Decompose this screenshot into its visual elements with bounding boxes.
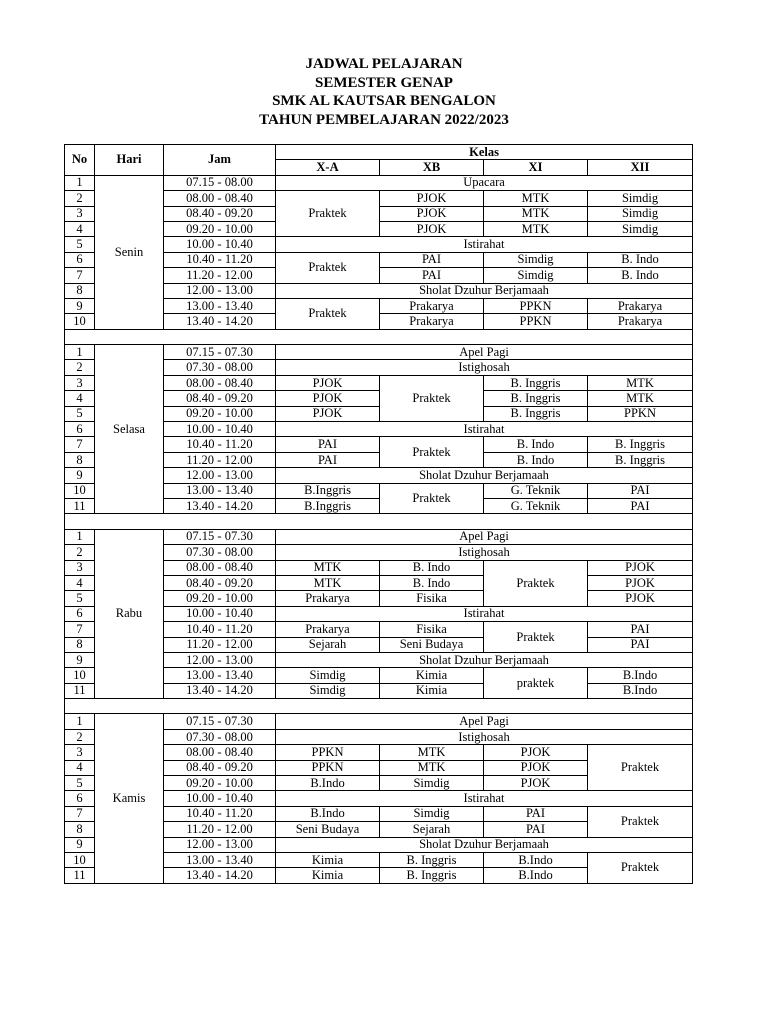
cell-no: 2 (65, 729, 95, 744)
cell-activity: Istirahat (276, 606, 693, 621)
cell-subject: B.Indo (276, 776, 380, 791)
cell-time: 07.30 - 08.00 (164, 729, 276, 744)
cell-subject: Praktek (484, 560, 588, 606)
cell-subject: Simdig (588, 221, 693, 236)
cell-time: 13.40 - 14.20 (164, 868, 276, 883)
cell-no: 6 (65, 252, 95, 267)
cell-subject: MTK (380, 760, 484, 775)
header-kelas: Kelas (276, 145, 693, 160)
cell-subject: PJOK (484, 745, 588, 760)
cell-no: 9 (65, 837, 95, 852)
cell-time: 08.00 - 08.40 (164, 375, 276, 390)
cell-subject: Sejarah (276, 637, 380, 652)
cell-subject: PJOK (380, 221, 484, 236)
header-class-xa: X-A (276, 160, 380, 175)
cell-subject: PAI (380, 268, 484, 283)
cell-time: 12.00 - 13.00 (164, 837, 276, 852)
cell-subject: MTK (588, 391, 693, 406)
cell-subject: Prakarya (588, 314, 693, 329)
cell-subject: Simdig (484, 252, 588, 267)
cell-subject: PAI (276, 437, 380, 452)
header-no: No (65, 145, 95, 176)
cell-subject: PPKN (276, 745, 380, 760)
cell-time: 11.20 - 12.00 (164, 822, 276, 837)
cell-no: 8 (65, 452, 95, 467)
cell-subject: PAI (484, 806, 588, 821)
cell-no: 6 (65, 422, 95, 437)
cell-no: 9 (65, 652, 95, 667)
cell-no: 1 (65, 345, 95, 360)
cell-subject: B.Indo (276, 806, 380, 821)
table-row (65, 529, 693, 544)
cell-time: 07.15 - 07.30 (164, 529, 276, 544)
cell-subject: PAI (276, 452, 380, 467)
cell-subject: Prakarya (380, 298, 484, 313)
cell-time: 12.00 - 13.00 (164, 283, 276, 298)
cell-subject: B.Indo (588, 683, 693, 698)
cell-time: 13.40 - 14.20 (164, 683, 276, 698)
header-class-xii: XII (588, 160, 693, 175)
cell-subject: B. Indo (484, 452, 588, 467)
cell-time: 10.40 - 11.20 (164, 437, 276, 452)
cell-no: 7 (65, 437, 95, 452)
cell-subject: Simdig (276, 668, 380, 683)
cell-subject: Kimia (380, 683, 484, 698)
cell-time: 07.15 - 07.30 (164, 714, 276, 729)
cell-subject: PPKN (276, 760, 380, 775)
cell-time: 10.40 - 11.20 (164, 806, 276, 821)
cell-subject: Praktek (276, 298, 380, 329)
cell-subject: Simdig (380, 776, 484, 791)
cell-no: 3 (65, 560, 95, 575)
cell-time: 12.00 - 13.00 (164, 468, 276, 483)
cell-no: 7 (65, 268, 95, 283)
cell-activity: Sholat Dzuhur Berjamaah (276, 468, 693, 483)
cell-subject: B. Indo (484, 437, 588, 452)
cell-subject: Prakarya (276, 591, 380, 606)
cell-subject: B.Inggris (276, 483, 380, 498)
cell-subject: PAI (588, 637, 693, 652)
cell-subject: Kimia (276, 868, 380, 883)
cell-subject: PPKN (484, 298, 588, 313)
cell-subject: Praktek (484, 622, 588, 653)
cell-subject: MTK (276, 560, 380, 575)
cell-subject: B.Indo (484, 868, 588, 883)
cell-subject: B. Inggris (484, 391, 588, 406)
cell-no: 7 (65, 622, 95, 637)
title-line-3: SMK AL KAUTSAR BENGALON (272, 93, 496, 109)
title-line-2: SEMESTER GENAP (315, 74, 453, 91)
cell-no: 5 (65, 776, 95, 791)
cell-day-name: Rabu (95, 529, 164, 698)
cell-subject: B. Indo (588, 252, 693, 267)
cell-no: 1 (65, 529, 95, 544)
document-title (0, 55, 768, 129)
cell-subject: Praktek (380, 483, 484, 514)
cell-time: 13.40 - 14.20 (164, 498, 276, 513)
separator-cell (65, 329, 693, 344)
cell-no: 9 (65, 298, 95, 313)
cell-activity: Istighosah (276, 729, 693, 744)
cell-no: 11 (65, 683, 95, 698)
cell-subject: MTK (484, 191, 588, 206)
cell-activity: Istighosah (276, 545, 693, 560)
cell-no: 9 (65, 468, 95, 483)
cell-subject: B. Inggris (484, 375, 588, 390)
cell-activity: Istirahat (276, 422, 693, 437)
cell-subject: B. Indo (588, 268, 693, 283)
cell-subject: PPKN (588, 406, 693, 421)
cell-no: 6 (65, 606, 95, 621)
schedule-body (65, 175, 693, 883)
cell-subject: PAI (588, 622, 693, 637)
day-separator (65, 699, 693, 714)
cell-no: 10 (65, 483, 95, 498)
cell-time: 13.00 - 13.40 (164, 852, 276, 867)
cell-time: 07.15 - 07.30 (164, 345, 276, 360)
cell-no: 3 (65, 745, 95, 760)
cell-activity: Istighosah (276, 360, 693, 375)
cell-subject: G. Teknik (484, 498, 588, 513)
title-line-4: TAHUN PEMBELAJARAN 2022/2023 (259, 111, 509, 128)
cell-subject: Seni Budaya (380, 637, 484, 652)
cell-subject: MTK (484, 221, 588, 236)
cell-subject: B. Inggris (380, 852, 484, 867)
cell-time: 07.15 - 08.00 (164, 175, 276, 190)
cell-subject: Kimia (380, 668, 484, 683)
cell-time: 10.40 - 11.20 (164, 622, 276, 637)
cell-subject: PJOK (484, 760, 588, 775)
cell-day-name: Selasa (95, 345, 164, 514)
cell-no: 2 (65, 545, 95, 560)
schedule-table (64, 144, 693, 884)
cell-no: 2 (65, 360, 95, 375)
cell-subject: Prakarya (276, 622, 380, 637)
cell-subject: B. Indo (380, 560, 484, 575)
cell-subject: Praktek (380, 437, 484, 468)
cell-time: 13.40 - 14.20 (164, 314, 276, 329)
cell-no: 10 (65, 852, 95, 867)
cell-subject: MTK (484, 206, 588, 221)
title-line-1: JADWAL PELAJARAN (305, 56, 463, 72)
cell-no: 6 (65, 791, 95, 806)
header-hari: Hari (95, 145, 164, 176)
cell-subject: B. Indo (380, 575, 484, 590)
table-row (65, 175, 693, 190)
cell-subject: PAI (588, 498, 693, 513)
table-row (65, 714, 693, 729)
cell-subject: MTK (276, 575, 380, 590)
cell-activity: Upacara (276, 175, 693, 190)
cell-subject: Seni Budaya (276, 822, 380, 837)
cell-no: 8 (65, 822, 95, 837)
cell-day-name: Senin (95, 175, 164, 329)
cell-no: 8 (65, 637, 95, 652)
cell-activity: Apel Pagi (276, 345, 693, 360)
cell-subject: G. Teknik (484, 483, 588, 498)
cell-subject: Prakarya (588, 298, 693, 313)
cell-time: 09.20 - 10.00 (164, 406, 276, 421)
cell-subject: Simdig (380, 806, 484, 821)
cell-no: 11 (65, 498, 95, 513)
cell-time: 08.40 - 09.20 (164, 206, 276, 221)
cell-time: 11.20 - 12.00 (164, 637, 276, 652)
cell-subject: Praktek (588, 745, 693, 791)
cell-time: 08.00 - 08.40 (164, 745, 276, 760)
cell-no: 10 (65, 668, 95, 683)
cell-time: 09.20 - 10.00 (164, 776, 276, 791)
cell-subject: Fisika (380, 591, 484, 606)
table-row (65, 345, 693, 360)
cell-subject: PJOK (588, 560, 693, 575)
cell-subject: PJOK (276, 375, 380, 390)
cell-activity: Apel Pagi (276, 529, 693, 544)
cell-subject: PAI (588, 483, 693, 498)
header-class-xb: XB (380, 160, 484, 175)
cell-no: 4 (65, 760, 95, 775)
cell-subject: Fisika (380, 622, 484, 637)
cell-time: 07.30 - 08.00 (164, 545, 276, 560)
cell-subject: Praktek (276, 191, 380, 237)
header-class-xi: XI (484, 160, 588, 175)
cell-activity: Apel Pagi (276, 714, 693, 729)
cell-subject: PPKN (484, 314, 588, 329)
cell-no: 5 (65, 237, 95, 252)
separator-cell (65, 514, 693, 529)
cell-subject: Kimia (276, 852, 380, 867)
cell-subject: B.Inggris (276, 498, 380, 513)
cell-time: 11.20 - 12.00 (164, 268, 276, 283)
cell-subject: Prakarya (380, 314, 484, 329)
cell-subject: PAI (484, 822, 588, 837)
cell-subject: Praktek (588, 852, 693, 883)
separator-cell (65, 699, 693, 714)
cell-time: 08.40 - 09.20 (164, 391, 276, 406)
cell-time: 13.00 - 13.40 (164, 298, 276, 313)
cell-subject: PJOK (380, 206, 484, 221)
cell-no: 3 (65, 375, 95, 390)
cell-no: 5 (65, 591, 95, 606)
cell-subject: PJOK (276, 391, 380, 406)
cell-time: 12.00 - 13.00 (164, 652, 276, 667)
cell-time: 09.20 - 10.00 (164, 591, 276, 606)
cell-subject: B.Indo (484, 852, 588, 867)
cell-subject: PJOK (588, 575, 693, 590)
cell-no: 1 (65, 175, 95, 190)
cell-activity: Sholat Dzuhur Berjamaah (276, 283, 693, 298)
cell-activity: Sholat Dzuhur Berjamaah (276, 837, 693, 852)
cell-time: 11.20 - 12.00 (164, 452, 276, 467)
cell-activity: Sholat Dzuhur Berjamaah (276, 652, 693, 667)
cell-time: 10.00 - 10.40 (164, 237, 276, 252)
cell-time: 10.00 - 10.40 (164, 422, 276, 437)
cell-subject: Praktek (276, 252, 380, 283)
cell-no: 4 (65, 391, 95, 406)
cell-no: 4 (65, 575, 95, 590)
cell-no: 5 (65, 406, 95, 421)
cell-subject: B. Inggris (588, 452, 693, 467)
day-separator (65, 514, 693, 529)
cell-no: 2 (65, 191, 95, 206)
cell-time: 13.00 - 13.40 (164, 668, 276, 683)
cell-time: 09.20 - 10.00 (164, 221, 276, 236)
cell-time: 13.00 - 13.40 (164, 483, 276, 498)
cell-subject: Praktek (588, 806, 693, 837)
cell-no: 8 (65, 283, 95, 298)
header-jam: Jam (164, 145, 276, 176)
cell-subject: B. Inggris (484, 406, 588, 421)
cell-subject: MTK (380, 745, 484, 760)
cell-subject: Simdig (484, 268, 588, 283)
cell-time: 08.00 - 08.40 (164, 191, 276, 206)
cell-no: 3 (65, 206, 95, 221)
cell-time: 10.40 - 11.20 (164, 252, 276, 267)
cell-no: 4 (65, 221, 95, 236)
cell-subject: PAI (380, 252, 484, 267)
cell-subject: PJOK (484, 776, 588, 791)
cell-time: 08.40 - 09.20 (164, 760, 276, 775)
cell-no: 1 (65, 714, 95, 729)
cell-subject: praktek (484, 668, 588, 699)
cell-subject: MTK (588, 375, 693, 390)
cell-subject: B.Indo (588, 668, 693, 683)
cell-no: 11 (65, 868, 95, 883)
cell-subject: Praktek (380, 375, 484, 421)
cell-subject: PJOK (380, 191, 484, 206)
cell-time: 08.00 - 08.40 (164, 560, 276, 575)
day-separator (65, 329, 693, 344)
cell-day-name: Kamis (95, 714, 164, 883)
cell-time: 10.00 - 10.40 (164, 606, 276, 621)
cell-subject: Simdig (276, 683, 380, 698)
cell-subject: Simdig (588, 206, 693, 221)
cell-activity: Istirahat (276, 791, 693, 806)
cell-activity: Istirahat (276, 237, 693, 252)
cell-subject: B. Inggris (380, 868, 484, 883)
cell-no: 7 (65, 806, 95, 821)
cell-subject: B. Inggris (588, 437, 693, 452)
cell-time: 10.00 - 10.40 (164, 791, 276, 806)
cell-subject: PJOK (588, 591, 693, 606)
cell-subject: PJOK (276, 406, 380, 421)
cell-time: 08.40 - 09.20 (164, 575, 276, 590)
cell-subject: Simdig (588, 191, 693, 206)
cell-subject: Sejarah (380, 822, 484, 837)
cell-no: 10 (65, 314, 95, 329)
cell-time: 07.30 - 08.00 (164, 360, 276, 375)
